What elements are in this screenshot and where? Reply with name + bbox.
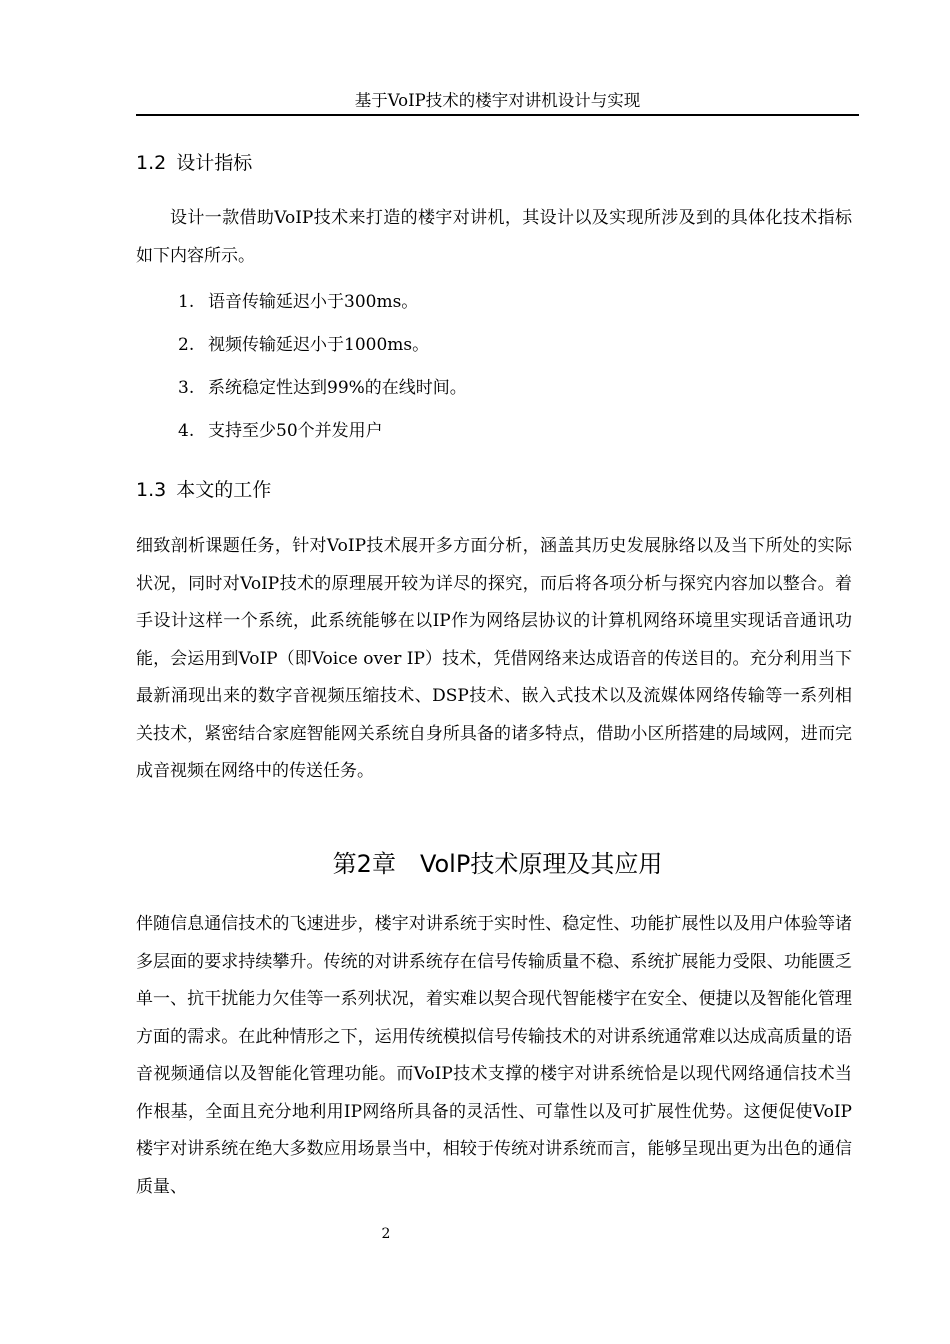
page-header <box>136 88 859 116</box>
section-title: 设计指标 <box>176 152 253 174</box>
chapter-title: 第2章 VolP技术原理及其应用 <box>332 850 663 878</box>
page-number: 2 <box>381 1226 391 1242</box>
section-heading-1-3 <box>136 477 271 503</box>
page-header-title: 基于VoIP技术的楼宇对讲机设计与实现 <box>354 91 641 110</box>
section-1-2-intro: 设计一款借助VoIP技术来打造的楼宇对讲机，其设计以及实现所涉及到的具体化技术指标如下内容所示。 <box>136 208 852 266</box>
section-1-3-body: 细致剖析课题任务，针对VoIP技术展开多方面分析，涵盖其历史发展脉络以及当下所处的实际状况，同时对VoIP技术的原理展开较为详尽的探究，而后将各项分析与探究内容加以整合。着手设计这样一个系统，此系统能够在以IP作为网络层协议的计算机网络环境里实现话音通讯功能，会运用到VoIP（即Voice over IP）技术，凭借网络来达成语音的传送目的。充分利用当下最新涌现出来的数字音视频压缩技术、DSP技术、嵌入式技术以及流媒体网络传输等一系列相关技术，紧密结合家庭智能网关系统自身所具备的诸多特点，借助小区所搭建的局域网，进而完成音视频在网络中的传送任务。 <box>136 536 852 781</box>
list-item: 3. 系统稳定性达到99%的在线时间。 <box>178 378 467 398</box>
design-indicator-list <box>178 281 467 453</box>
section-title: 本文的工作 <box>176 479 272 501</box>
chapter-2-body: 伴随信息通信技术的飞速进步，楼宇对讲系统于实时性、稳定性、功能扩展性以及用户体验等诸多层面的要求持续攀升。传统的对讲系统存在信号传输质量不稳、系统扩展能力受限、功能匮乏单一、抗干扰能力欠佳等一系列状况，着实难以契合现代智能楼宇在安全、便捷以及智能化管理方面的需求。在此种情形之下，运用传统模拟信号传输技术的对讲系统通常难以达成高质量的语音视频通信以及智能化管理功能。而VoIP技术支撑的楼宇对讲系统恰是以现代网络通信技术当作根基，全面且充分地利用IP网络所具备的灵活性、可靠性以及可扩展性优势。这便促使VoIP楼宇对讲系统在绝大多数应用场景当中，相较于传统对讲系统而言，能够呈现出更为出色的通信质量、 <box>136 914 852 1197</box>
list-item: 4. 支持至少50个并发用户 <box>178 421 383 441</box>
section-number: 1.3 <box>136 479 167 501</box>
list-item: 2. 视频传输延迟小于1000ms。 <box>178 335 430 355</box>
section-heading-1-2 <box>136 150 252 176</box>
section-number: 1.2 <box>136 152 167 174</box>
list-item: 1. 语音传输延迟小于300ms。 <box>178 292 419 312</box>
